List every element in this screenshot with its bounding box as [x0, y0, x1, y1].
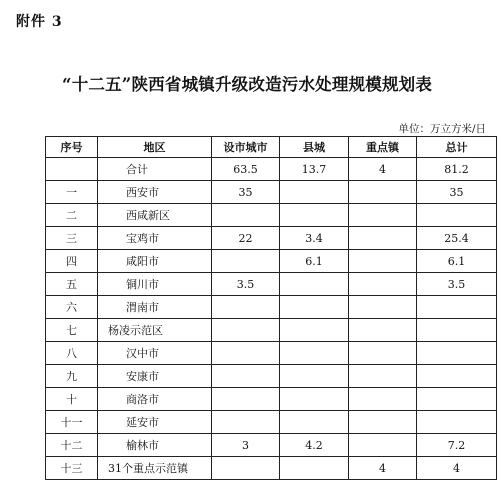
table-row — [46, 365, 497, 388]
city-value-cell — [212, 365, 280, 388]
region-cell: 安康市 — [98, 365, 212, 388]
county-value-cell — [280, 365, 349, 388]
total-value-cell — [417, 296, 497, 319]
column-header-city: 设市城市 — [212, 137, 280, 158]
town-value-cell — [349, 388, 417, 411]
row-number-cell: 五 — [46, 273, 98, 296]
county-value-cell — [280, 457, 349, 480]
town-value-cell: 4 — [349, 457, 417, 480]
table-row — [46, 342, 497, 365]
row-number-cell: 九 — [46, 365, 98, 388]
city-value-cell — [212, 388, 280, 411]
table-header-row — [46, 137, 497, 158]
unit-note: 单位：万立方米/日 — [398, 123, 486, 135]
total-value-cell — [417, 342, 497, 365]
total-value-cell: 7.2 — [417, 434, 497, 457]
table-row — [46, 434, 497, 457]
column-header-region: 地区 — [98, 137, 212, 158]
county-value-cell: 3.4 — [280, 227, 349, 250]
total-value-cell — [417, 388, 497, 411]
town-value-cell — [349, 273, 417, 296]
row-number-cell — [46, 158, 98, 181]
row-number-cell: 七 — [46, 319, 98, 342]
city-value-cell — [212, 319, 280, 342]
county-value-cell — [280, 296, 349, 319]
table-row — [46, 204, 497, 227]
region-cell: 西咸新区 — [98, 204, 212, 227]
attachment-label: 附件 3 — [16, 14, 63, 30]
total-value-cell: 6.1 — [417, 250, 497, 273]
town-value-cell — [349, 204, 417, 227]
total-value-cell: 35 — [417, 181, 497, 204]
row-number-cell: 十三 — [46, 457, 98, 480]
county-value-cell — [280, 411, 349, 434]
row-number-cell: 八 — [46, 342, 98, 365]
county-value-cell — [280, 388, 349, 411]
city-value-cell: 22 — [212, 227, 280, 250]
table-body — [46, 158, 497, 480]
row-number-cell: 十二 — [46, 434, 98, 457]
planning-table — [45, 136, 497, 480]
table-row — [46, 227, 497, 250]
region-cell: 宝鸡市 — [98, 227, 212, 250]
county-value-cell: 6.1 — [280, 250, 349, 273]
county-value-cell — [280, 204, 349, 227]
table-row — [46, 457, 497, 480]
city-value-cell — [212, 204, 280, 227]
city-value-cell — [212, 296, 280, 319]
row-number-cell: 一 — [46, 181, 98, 204]
table-row — [46, 250, 497, 273]
city-value-cell — [212, 250, 280, 273]
region-cell: 商洛市 — [98, 388, 212, 411]
region-cell: 汉中市 — [98, 342, 212, 365]
total-value-cell — [417, 204, 497, 227]
county-value-cell — [280, 181, 349, 204]
total-value-cell — [417, 365, 497, 388]
county-value-cell — [280, 319, 349, 342]
total-value-cell: 25.4 — [417, 227, 497, 250]
document-title: “十二五”陕西省城镇升级改造污水处理规模规划表 — [62, 75, 433, 94]
row-number-cell: 六 — [46, 296, 98, 319]
total-value-cell: 81.2 — [417, 158, 497, 181]
town-value-cell: 4 — [349, 158, 417, 181]
town-value-cell — [349, 365, 417, 388]
city-value-cell: 63.5 — [212, 158, 280, 181]
county-value-cell: 13.7 — [280, 158, 349, 181]
column-header-county: 县城 — [280, 137, 349, 158]
region-cell: 渭南市 — [98, 296, 212, 319]
region-cell: 西安市 — [98, 181, 212, 204]
county-value-cell — [280, 342, 349, 365]
table-row — [46, 411, 497, 434]
column-header-total: 总计 — [417, 137, 497, 158]
total-value-cell — [417, 319, 497, 342]
row-number-cell: 三 — [46, 227, 98, 250]
total-value-cell — [417, 411, 497, 434]
county-value-cell — [280, 273, 349, 296]
county-value-cell: 4.2 — [280, 434, 349, 457]
table-row — [46, 181, 497, 204]
town-value-cell — [349, 250, 417, 273]
town-value-cell — [349, 296, 417, 319]
row-number-cell: 十一 — [46, 411, 98, 434]
city-value-cell: 3.5 — [212, 273, 280, 296]
city-value-cell — [212, 342, 280, 365]
region-cell: 榆林市 — [98, 434, 212, 457]
row-number-cell: 十 — [46, 388, 98, 411]
row-number-cell: 二 — [46, 204, 98, 227]
table-row — [46, 273, 497, 296]
city-value-cell: 35 — [212, 181, 280, 204]
row-number-cell: 四 — [46, 250, 98, 273]
city-value-cell — [212, 411, 280, 434]
town-value-cell — [349, 434, 417, 457]
town-value-cell — [349, 411, 417, 434]
region-cell: 咸阳市 — [98, 250, 212, 273]
town-value-cell — [349, 319, 417, 342]
city-value-cell: 3 — [212, 434, 280, 457]
total-value-cell: 4 — [417, 457, 497, 480]
total-value-cell: 3.5 — [417, 273, 497, 296]
city-value-cell — [212, 457, 280, 480]
table-row — [46, 319, 497, 342]
region-cell: 合计 — [98, 158, 212, 181]
town-value-cell — [349, 342, 417, 365]
town-value-cell — [349, 181, 417, 204]
region-cell: 杨凌示范区 — [98, 319, 212, 342]
column-header-no: 序号 — [46, 137, 98, 158]
table-row — [46, 388, 497, 411]
table-row-total — [46, 158, 497, 181]
region-cell: 铜川市 — [98, 273, 212, 296]
table-row — [46, 296, 497, 319]
region-cell: 31个重点示范镇 — [98, 457, 212, 480]
region-cell: 延安市 — [98, 411, 212, 434]
column-header-town: 重点镇 — [349, 137, 417, 158]
town-value-cell — [349, 227, 417, 250]
